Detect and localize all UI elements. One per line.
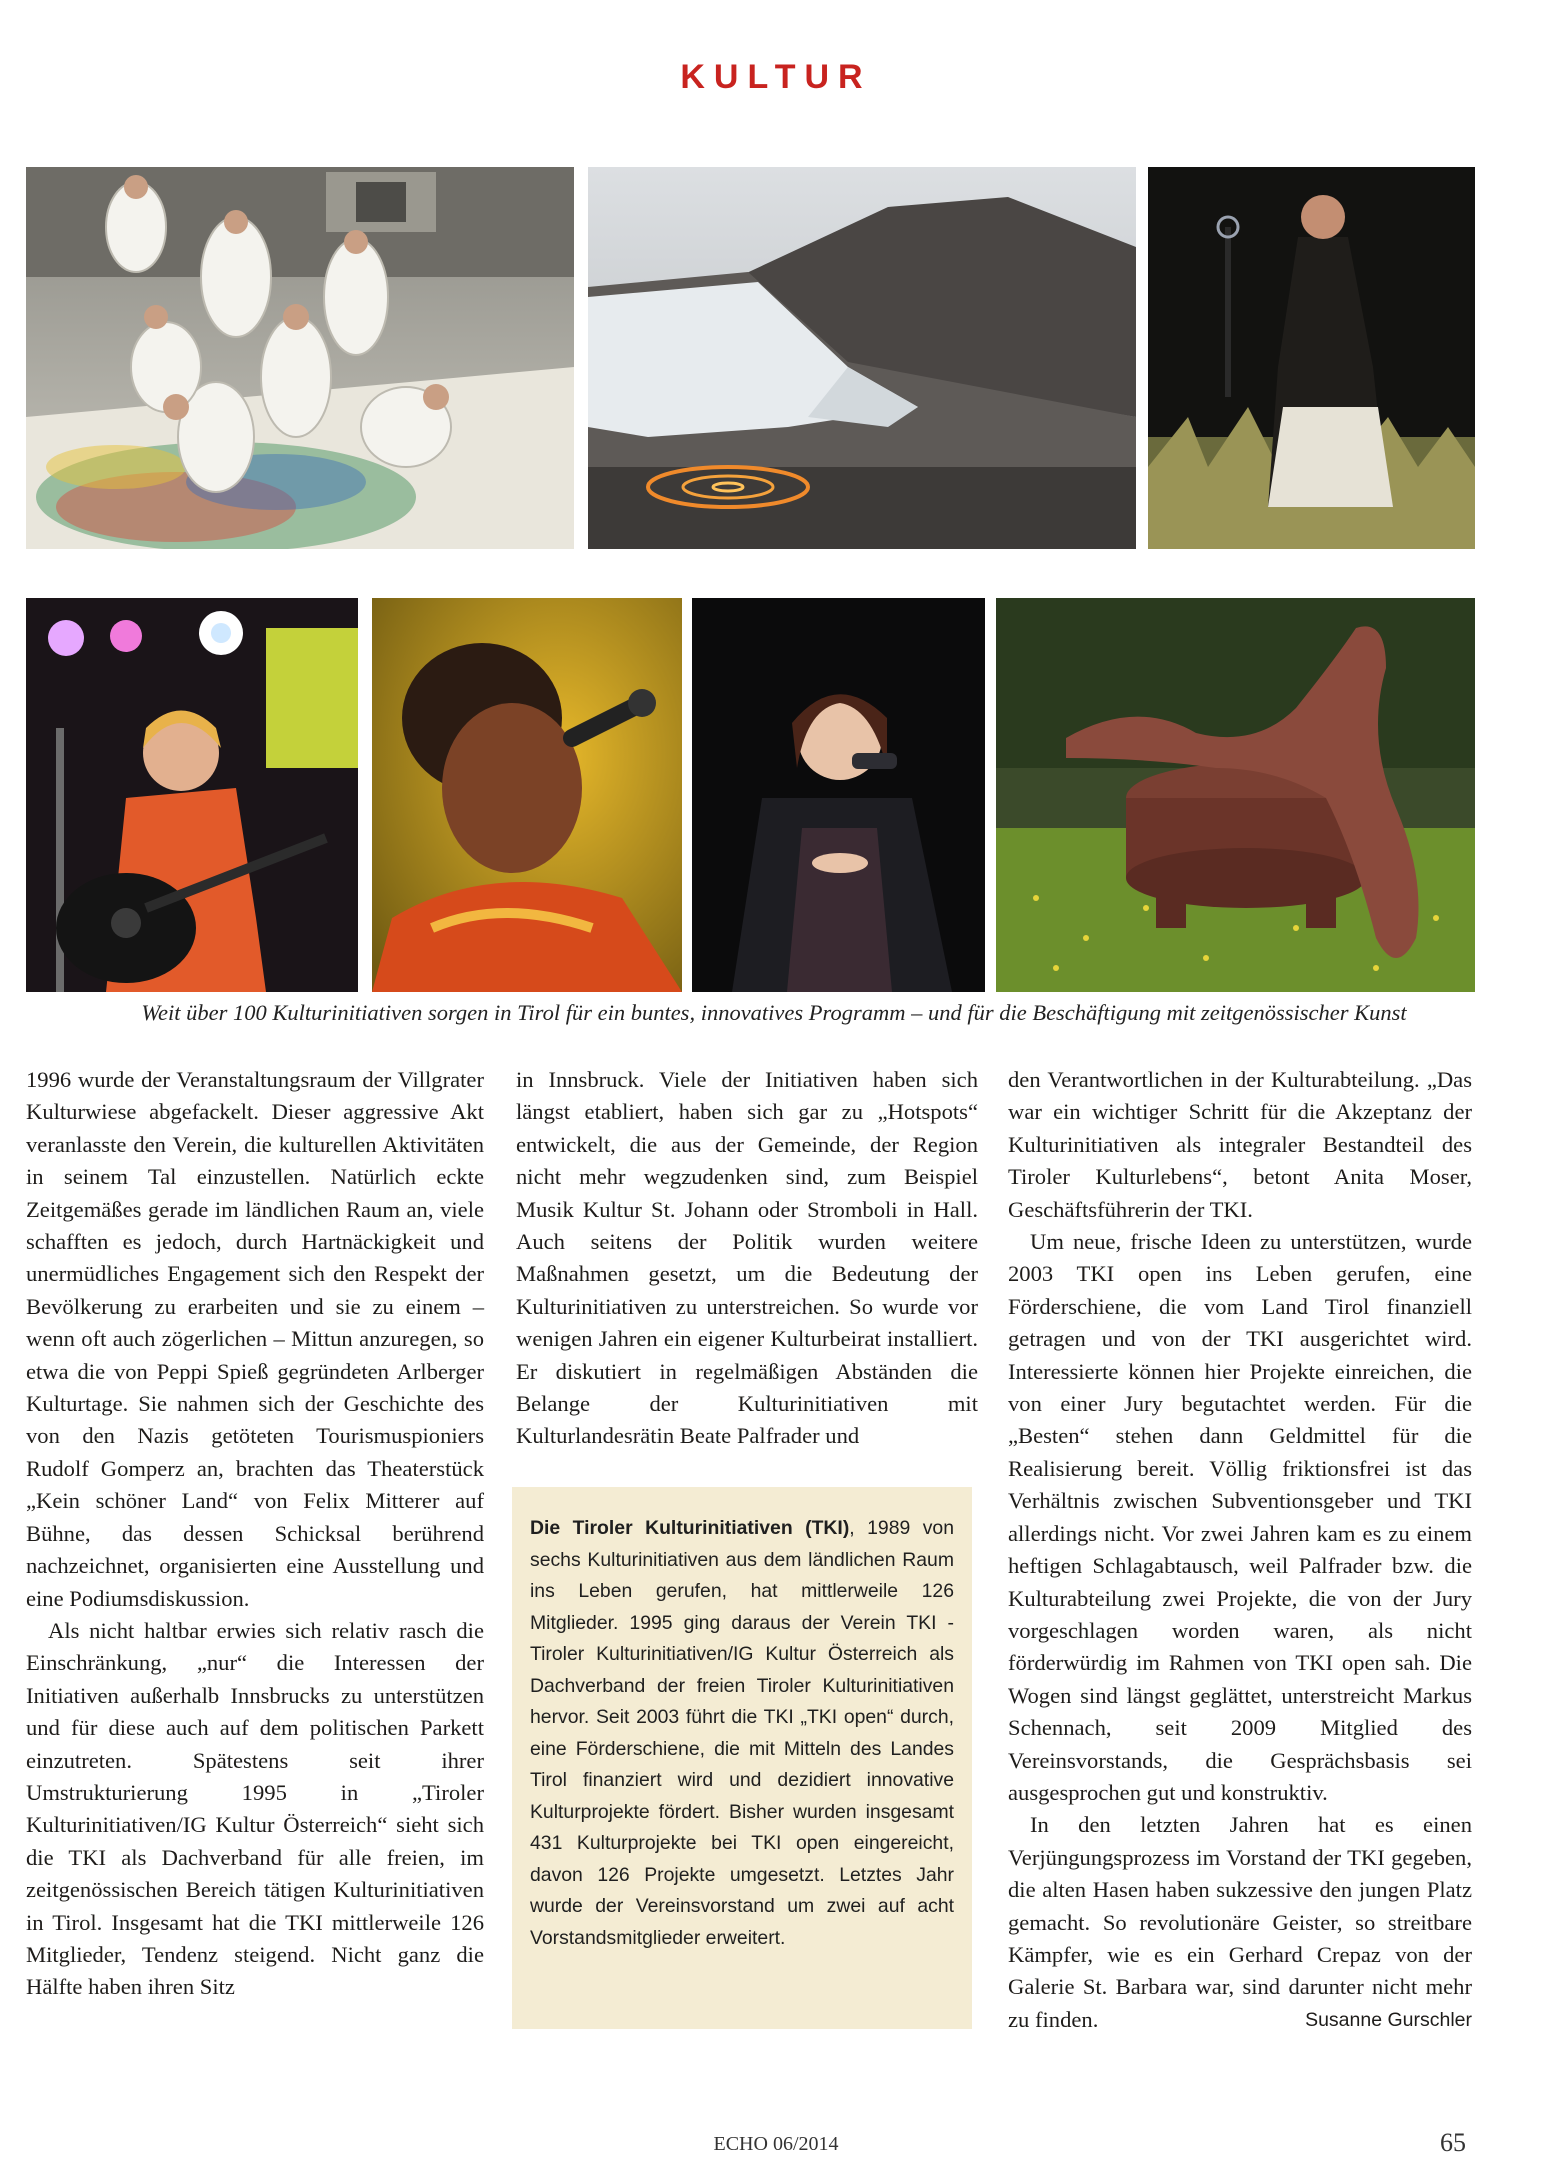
section-label: KULTUR [680,58,872,96]
article-column-2 [516,1064,978,1453]
article-paragraph: 1996 wurde der Veranstaltungsraum der Villgrater Kulturwiese abgefackelt. Dieser aggressive Akt veranlasste den Verein, die kulturellen Aktivitäten in seinem Tal einzustellen. Natürlich eckte Zeitgemäßes gerade im ländlichen Raum an, viele schafften es jedoch, durch Hartnäckigkeit und unermüdliches Engagement sich den Respekt der Bevölkerung zu erarbeiten und sie zu einem – wenn oft auch zögerlichen – Mittun anzuregen, so etwa die von Peppi Spieß gegründeten Arlberger Kulturtage. Sie nahmen sich der Geschichte des von den Nazis getöteten Tourismuspioniers Rudolf Gomperz an, brachten das Theaterstück „Kein schöner Land“ von Felix Mitterer auf Bühne, das dessen Schicksal berührend nachzeichnet, organisierten eine Ausstellung und eine Podiumsdiskussion. [26,1067,484,1611]
photo-wooden-sculpture-meadow [996,598,1475,992]
article-paragraph-text: In den letzten Jahren hat es einen Verjüngungsprozess im Vorstand der TKI gegeben, die alten Hasen haben sukzessive den jungen Platz gemacht. So revolutionäre Geister, so streitbare Kämpfer, wie es ein Gerhard Crepaz von der Galerie St. Barbara war, sind darunter nicht mehr zu finden. [1008,1812,1472,2032]
article-column-1 [26,1064,484,2004]
info-box-text: , 1989 von sechs Kulturinitiativen aus dem ländlichen Raum ins Leben gerufen, hat mittlerweile 126 Mitglieder. 1995 ging daraus der Verein TKI - Tiroler Kulturinitiativen/IG Kultur Österreich als Dachverband der freien Tiroler Kulturinitiativen hervor. Seit 2003 führt die TKI „TKI open“ durch, eine Förderschiene, die mit Mitteln des Landes Tirol finanziert wird und dezidiert innovative Kulturprojekte fördert. Bisher wurden insgesamt 431 Kulturprojekte bei TKI open eingereicht, davon 126 Projekte umgesetzt. Letztes Jahr wurde der Vereinsvorstand um zwei auf acht Vorstandsmitglieder erweitert. [530,1517,954,1949]
photo-painters-performance [26,167,574,549]
author-byline: Susanne Gurschler [1305,2008,1472,2031]
page-number: 65 [1440,2128,1466,2157]
photo-glacier-fire-spiral [588,167,1136,549]
photo-caption: Weit über 100 Kulturinitiativen sorgen in Tirol für ein buntes, innovatives Programm – und für die Beschäftigung mit zeitgenössischer Kunst [141,1000,1407,1025]
article-paragraph: Als nicht haltbar erwies sich relativ rasch die Einschränkung, „nur“ die Interessen der Initiativen außerhalb Innsbrucks zu unterstützen und für diese auch auf dem politischen Parkett einzutreten. Spätestens seit ihrer Umstrukturierung 1995 in „Tiroler Kulturinitiativen/IG Kultur Österreich“ sieht sich die TKI als Dachverband für alle freien, im zeitgenössischen Bereich tätigen Kulturinitiativen in Tirol. Insgesamt hat die TKI mittlerweile 126 Mitglieder, Tendenz steigend. Nicht ganz die Hälfte haben ihren Sitz [26,1617,484,2000]
magazine-issue: ECHO 06/2014 [713,2133,839,2155]
article-column-3 [1008,1064,1472,2036]
photo-singer-microphone [372,598,682,992]
article-paragraph: in Innsbruck. Viele der Initiativen haben sich längst etabliert, haben sich gar zu „Hotspots“ entwickelt, die aus der Gemeinde, der Region nicht mehr wegzudenken sind, zum Beispiel Musik Kultur St. Johann oder Stromboli in Hall. Auch seitens der Politik wurden weitere Maßnahmen gesetzt, um die Bedeutung der Kulturinitiativen zu unterstreichen. So wurde vor wenigen Jahren ein eigener Kulturbeirat installiert. Er diskutiert in regelmäßigen Abständen die Belange der Kulturinitiativen mit Kulturlandesrätin Beate Palfrader und [516,1067,978,1449]
article-paragraph: den Verantwortlichen in der Kulturabteilung. „Das war ein wichtiger Schritt für die Akzeptanz der Kulturinitiativen als integraler Bestandteil des Tiroler Kulturlebens“, betont Anita Moser, Geschäftsführerin der TKI. [1008,1067,1472,1222]
info-box-lead: Die Tiroler Kulturinitiativen (TKI) [530,1517,850,1539]
info-box-tki [512,1487,972,2029]
photo-costumed-woman-night [1148,167,1475,549]
photo-woman-sunglasses [692,598,985,992]
article-paragraph [1008,1809,1472,2036]
article-paragraph: Um neue, frische Ideen zu unterstützen, wurde 2003 TKI open ins Leben gerufen, eine Förderschiene, die vom Land Tirol finanziell getragen und von der TKI ausgerichtet wird. Interessierte können hier Projekte einreichen, die von einer Jury begutachtet werden. Für die „Besten“ stehen dann Geldmittel für die Realisierung bereit. Völlig friktionsfrei ist das Verhältnis zwischen Subventionsgeber und TKI allerdings nicht. Vor zwei Jahren kam es zu einem heftigen Schlagabtausch, weil Palfrader bzw. die Kulturabteilung zwei Projekte, die von der Jury vorgeschlagen worden waren, als nicht förderwürdig im Rahmen von TKI open sah. Die Wogen sind längst geglättet, unterstreicht Markus Schennach, seit 2009 Mitglied des Vereinsvorstands, die Gesprächsbasis sei ausgesprochen gut und konstruktiv. [1008,1229,1472,1805]
photo-guitarist-stage [26,598,358,992]
